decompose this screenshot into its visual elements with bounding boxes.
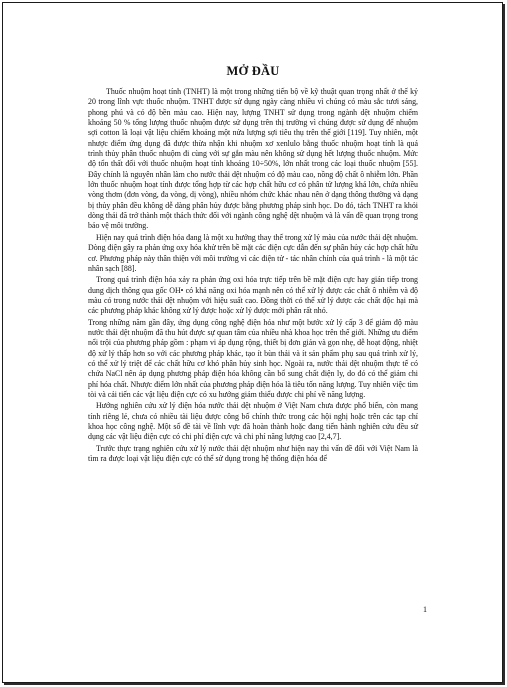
paragraph-3: Trong quá trình điện hóa xảy ra phản ứng oxi hóa trực tiếp trên bề mặt điện cực hay gián tiếp trong dung dịch thông qua gốc OH• có khả năng oxi hóa mạnh nên có thể xử lý được các chất ô nhiễm và độ màu có trong nước thải dệt nhuộm với hiệu suất cao. Đồng thời có thể xử lý được các chất độc hại mà các phương pháp khác không xử lý được hoặc xử lý được mới phân rất nhỏ.	[88, 275, 418, 316]
paragraph-4: Trong những năm gần đây, ứng dụng công nghệ điện hóa như một bước xử lý cấp 3 để giảm độ màu nước thải dệt nhuộm đã thu hút được sự quan tâm của nhiều nhà khoa học trên thế giới. Những ưu điểm nổi trội của phương pháp gồm : phạm vi áp dụng rộng, thiết bị đơn giản và gọn nhẹ, dễ hoạt động, nhiệt độ xử lý thấp hơn so với các phương pháp khác, tạo ít bùn thải và ít sản phẩm phụ sau quá trình xử lý, có thể xử lý triệt để các chất hữu cơ khó phân hủy sinh học. Ngoài ra, nước thải dệt nhuộm thực tế có chứa NaCl nên áp dụng phương pháp điện hóa không cần bổ sung chất điện ly, do đó có thể giảm chi phí hóa chất. Nhược điểm lớn nhất của phương pháp điện hóa là tiêu tốn năng lượng. Tuy nhiên việc tìm tòi và cải tiến các vật liệu điện cực có xu hướng giảm thiểu được chi phí về năng lượng.	[88, 317, 418, 399]
paragraph-1: Thuốc nhuộm hoạt tính (TNHT) là một trong những tiến bộ về kỹ thuật quan trọng nhất ở thế kỷ 20 trong lĩnh vực thuốc nhuộm. TNHT được sử dụng ngày càng nhiều vì chúng có màu sắc tươi sáng, phong phú và có độ bền màu cao. Hiện nay, lượng TNHT sử dụng trong ngành dệt nhuộm chiếm khoảng 50 % tổng lượng thuốc nhuộm được sử dụng trên thị trường vì chúng được sử dụng để nhuộm sợi cotton là loại vật liệu chiếm khoảng một nửa lượng sợi tiêu thụ trên thế giới [119]. Tuy nhiên, một nhược điểm ứng dụng đã được thừa nhận khi nhuộm xơ xenlulo bằng thuốc nhuộm hoạt tính là quá trình thủy phân thuốc nhuộm đi cùng với sự gắn màu nên không sử dụng hết lượng thuốc nhuộm. Mức độ tổn thất đối với thuốc nhuộm hoạt tính khoảng 10÷50%, lớn nhất trong các loại thuốc nhuộm [55]. Đây chính là nguyên nhân làm cho nước thải dệt nhuộm có độ màu cao, nồng độ chất ô nhiễm lớn. Phần lớn thuốc nhuộm hoạt tính được tổng hợp từ các hợp chất hữu cơ có phân tử lượng khá lớn, chứa nhiều vòng thơm (đơn vòng, đa vòng, dị vòng), nhiều nhóm chức khác nhau nên ở dạng thông thường và dạng bị thủy phân đều không dễ dàng phân hủy được bằng phương pháp sinh học. Do đó, tách TNHT ra khỏi dòng thải đã trở thành một thách thức đối với ngành công nghệ dệt nhuộm và là vấn đề quan trọng trong bảo vệ môi trường.	[88, 87, 418, 231]
page-number: 1	[423, 605, 427, 614]
paragraph-6: Trước thực trạng nghiên cứu xử lý nước thải dệt nhuộm như hiện nay thì vấn đề đối với Việt Nam là tìm ra được loại vật liệu điện cực có thể sử dụng trong hệ thống điện hóa để	[88, 443, 418, 464]
page-title: MỞ ĐẦU	[226, 64, 280, 78]
paragraph-5: Hướng nghiên cứu xử lý điện hóa nước thải dệt nhuộm ở Việt Nam chưa được phổ biến, còn mang tính riêng lẻ, chưa có nhiều tài liệu được công bố chính thức trong các hội nghị hoặc trên các tạp chí khoa học công nghệ. Một số đề tài về lĩnh vực đã hoàn thành hoặc đang tiến hành nghiên cứu đều sử dụng các vật liệu điện cực có chi phí điện cực và chi phí năng lượng cao [2,4,7].	[88, 401, 418, 442]
paragraph-2: Hiện nay quá trình điện hóa đang là một xu hướng thay thế trong xử lý màu của nước thải dệt nhuộm. Dòng điện gây ra phản ứng oxy hóa khử trên bề mặt các điện cực dẫn đến sự phân hủy các hợp chất hữu cơ. Phương pháp này thân thiện với môi trường vì các điện tử - tác nhân chính của quá trình - là một tác nhân sạch [88].	[88, 232, 418, 273]
document-page	[88, 64, 418, 465]
